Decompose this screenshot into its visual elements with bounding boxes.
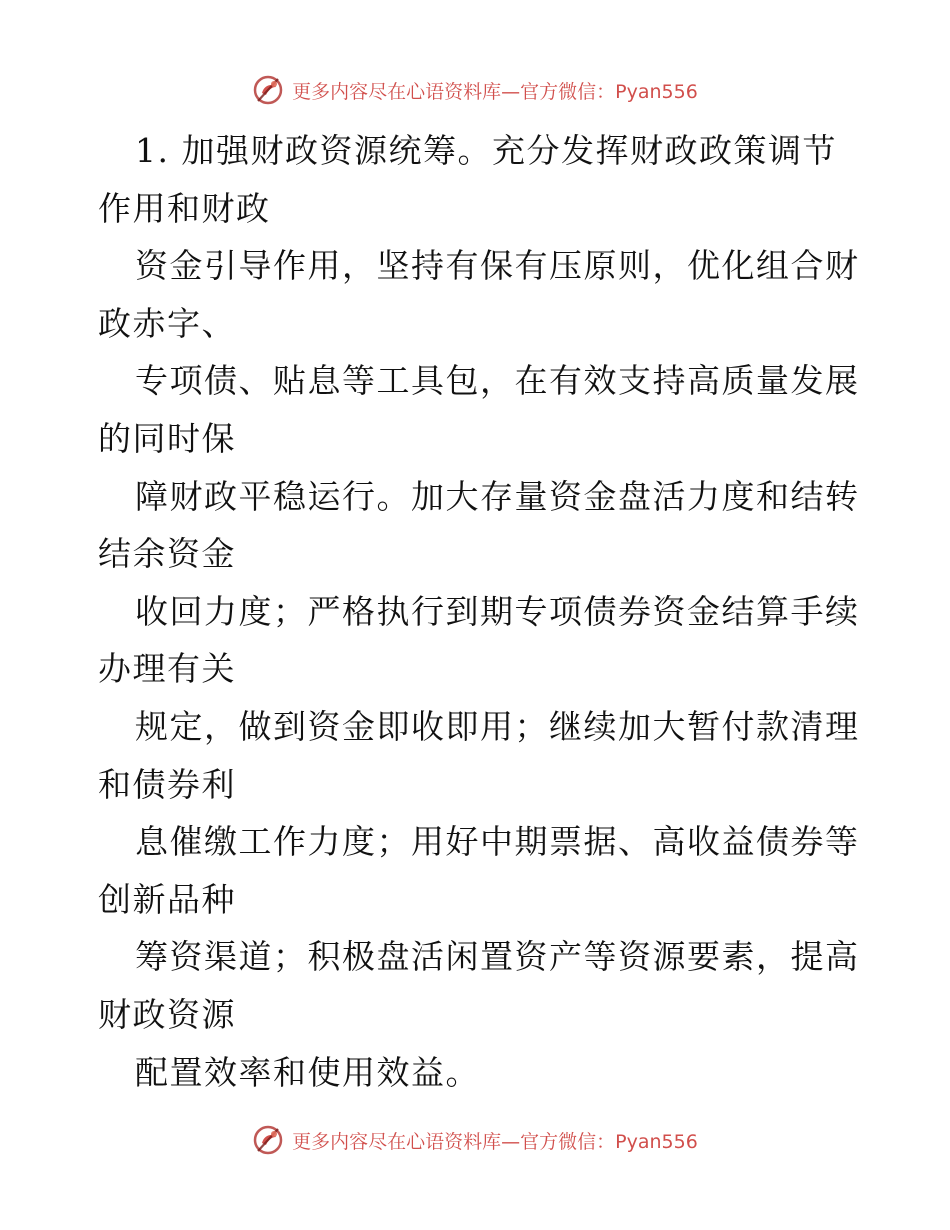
rose-icon bbox=[252, 73, 286, 107]
text-line: 配置效率和使用效益。 bbox=[135, 1052, 480, 1092]
text-line: 作用和财政 bbox=[98, 188, 271, 228]
text-line: 1. 加强财政资源统筹。充分发挥财政政策调节 bbox=[135, 131, 837, 170]
text-line: 和债券利 bbox=[98, 764, 236, 804]
watermark-footer bbox=[0, 1120, 950, 1160]
watermark-header bbox=[0, 70, 950, 110]
text-line: 政赤字、 bbox=[98, 303, 236, 343]
text-line: 障财政平稳运行。加大存量资金盘活力度和结转 bbox=[135, 476, 860, 516]
watermark-text: 更多内容尽在心语资料库—官方微信：Pyan556 bbox=[292, 1130, 698, 1153]
text-line: 专项债、贴息等工具包，在有效支持高质量发展 bbox=[135, 361, 860, 401]
text-line: 规定，做到资金即收即用；继续加大暂付款清理 bbox=[135, 706, 860, 746]
text-line: 结余资金 bbox=[98, 534, 236, 574]
text-line: 息催缴工作力度；用好中期票据、高收益债券等 bbox=[135, 822, 860, 862]
document-body bbox=[98, 122, 860, 1101]
text-line: 办理有关 bbox=[98, 649, 236, 689]
text-line: 资金引导作用，坚持有保有压原则，优化组合财 bbox=[135, 246, 860, 286]
rose-icon bbox=[252, 1123, 286, 1157]
text-line: 筹资渠道；积极盘活闲置资产等资源要素，提高 bbox=[135, 937, 860, 977]
watermark-text: 更多内容尽在心语资料库—官方微信：Pyan556 bbox=[292, 80, 698, 103]
text-line: 的同时保 bbox=[98, 418, 236, 458]
text-line: 财政资源 bbox=[98, 994, 236, 1034]
text-line: 创新品种 bbox=[98, 879, 236, 919]
text-line: 收回力度；严格执行到期专项债券资金结算手续 bbox=[135, 591, 860, 631]
